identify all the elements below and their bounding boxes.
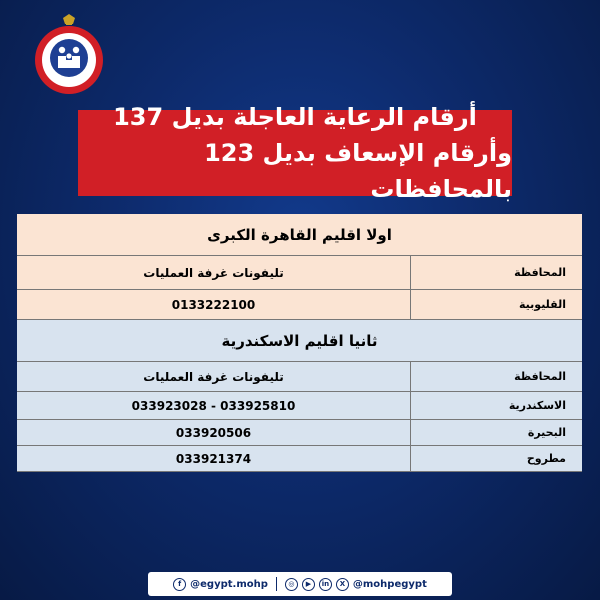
youtube-icon[interactable]: ▶ — [302, 578, 315, 591]
gov-name: القليوبية — [410, 290, 582, 319]
phone-number: 033925810 - 033923028 — [131, 398, 296, 413]
x-handle[interactable]: @mohpegypt — [352, 578, 427, 590]
col-gov-header: المحافظة — [410, 256, 582, 289]
section-heading: ثانيا اقليم الاسكندرية — [17, 320, 582, 362]
social-footer — [148, 572, 452, 596]
table-row — [17, 420, 582, 446]
instagram-icon[interactable]: ◎ — [285, 578, 298, 591]
linkedin-icon[interactable]: in — [319, 578, 332, 591]
gov-name: البحيرة — [410, 420, 582, 445]
facebook-icon[interactable]: f — [173, 578, 186, 591]
ministry-emblem-icon — [30, 12, 108, 96]
col-gov-header: المحافظة — [410, 362, 582, 391]
col-tel-header: تليفونات غرفة العمليات — [143, 369, 284, 384]
facebook-handle[interactable]: @egypt.mohp — [190, 578, 268, 590]
section-heading: اولا اقليم القاهرة الكبرى — [17, 214, 582, 256]
divider — [276, 577, 277, 591]
phone-number: 033920506 — [175, 425, 252, 440]
title-line-2: وأرقام الإسعاف بديل 123 بالمحافظات — [204, 139, 512, 203]
title-line-1: أرقام الرعاية العاجلة بديل 137 — [113, 103, 477, 131]
table-row — [17, 446, 582, 472]
phone-number: 0133222100 — [171, 297, 256, 312]
x-icon[interactable]: X — [336, 578, 349, 591]
section-cairo — [17, 214, 582, 320]
phone-number: 033921374 — [175, 451, 252, 466]
section-alexandria — [17, 320, 582, 472]
phone-table — [17, 214, 582, 472]
table-row — [17, 392, 582, 420]
gov-name: الاسكندرية — [410, 392, 582, 419]
title-banner — [78, 103, 512, 203]
table-header-row — [17, 256, 582, 290]
table-header-row — [17, 362, 582, 392]
col-tel-header: تليفونات غرفة العمليات — [143, 265, 284, 280]
ministry-logo — [30, 12, 108, 96]
table-row — [17, 290, 582, 320]
gov-name: مطروح — [410, 446, 582, 471]
